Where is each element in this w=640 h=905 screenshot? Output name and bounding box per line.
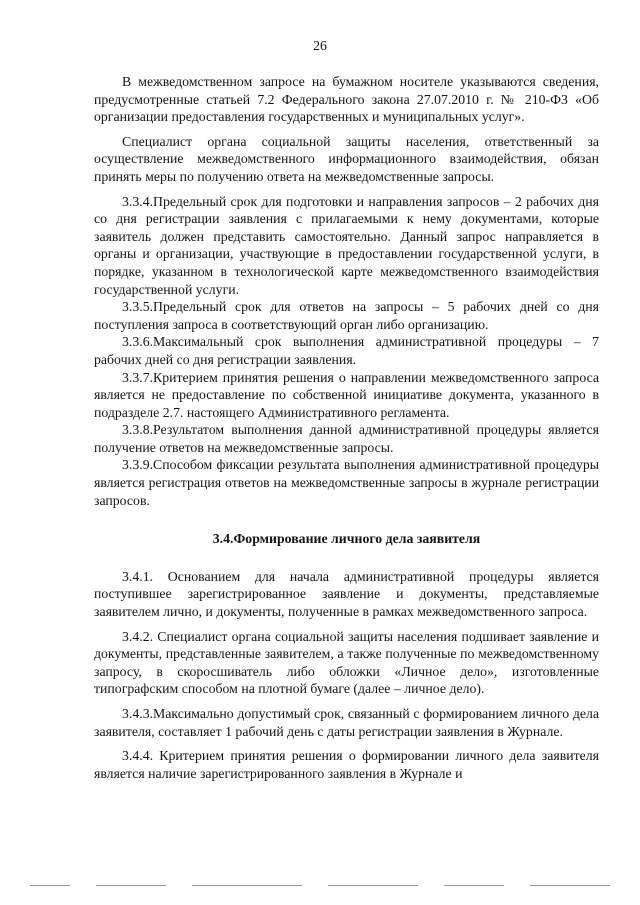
- body-text: [94, 73, 599, 782]
- footer-scan-rule: [30, 885, 610, 887]
- footer-rule-segment: [96, 885, 166, 886]
- paragraph-3-4-3: 3.4.3.Максимально допустимый срок, связанный с формированием личного дела заявителя, составляет 1 рабочий день с даты регистрации заявления в Журнале.: [94, 706, 599, 739]
- paragraph-specialist-duty: Специалист органа социальной защиты населения, ответственный за осуществление межведомственного информационного взаимодействия, обязан принять меры по получению ответа на межведомственные запросы.: [94, 133, 599, 184]
- footer-rule-segment: [444, 885, 504, 886]
- paragraph-3-3-5: 3.3.5.Предельный срок для ответов на запросы – 5 рабочих дней со дня поступления запроса в соответствующий орган либо организацию.: [94, 299, 599, 332]
- footer-rule-segment: [328, 885, 418, 886]
- section-title-3-4: 3.4.Формирование личного дела заявителя: [212, 531, 481, 547]
- paragraph-3-3-7: 3.3.7.Критерием принятия решения о направлении межведомственного запроса является не предоставление по собственной инициативе документа, указанного в подразделе 2.7. настоящего Административного регламента.: [94, 369, 599, 420]
- paragraph-3-4-4: 3.4.4. Критерием принятия решения о формировании личного дела заявителя является наличие зарегистрированного заявления в Журнале и: [94, 748, 599, 781]
- paragraph-3-3-9: 3.3.9.Способом фиксации результата выполнения административной процедуры является регистрация ответов на межведомственные запросы в журнале регистрации запросов.: [94, 457, 599, 508]
- paragraph-3-3-6: 3.3.6.Максимальный срок выполнения административной процедуры – 7 рабочих дней со дня регистрации заявления.: [94, 334, 599, 367]
- page-number: 26: [313, 38, 327, 53]
- footer-rule-segment: [530, 885, 610, 886]
- paragraph-3-3-4: 3.3.4.Предельный срок для подготовки и направления запросов – 2 рабочих дня со дня регистрации заявления с прилагаемыми к нему документами, которые заявитель должен представить самостоятельно. Данный запрос направляется в органы и организации, участвующие в предоставлении государственной услуги, в порядке, указанном в технологической карте межведомственного взаимодействия государственной услуги.: [94, 193, 599, 297]
- footer-rule-segment: [192, 885, 302, 886]
- paragraph-3-4-2: 3.4.2. Специалист органа социальной защиты населения подшивает заявление и документы, представленные заявителем, а также полученные по межведомственному запросу, в скоросшиватель либо обложки «Личное дело», изготовленные типографским способом на плотной бумаге (далее – личное дело).: [94, 628, 599, 697]
- paragraph-3-4-1: 3.4.1. Основанием для начала административной процедуры является поступившее зарегистрированное заявление и документы, представляемые заявителем лично, и документы, полученные в рамках межведомственного запроса.: [94, 568, 599, 620]
- paragraph-3-3-8: 3.3.8.Результатом выполнения данной административной процедуры является получение ответов на межведомственные запросы.: [94, 422, 599, 455]
- footer-rule-segment: [30, 885, 70, 886]
- paragraph-interdepartmental-request-contents: В межведомственном запросе на бумажном носителе указываются сведения, предусмотренные статьей 7.2 Федерального закона 27.07.2010 г. № 210-ФЗ «Об организации предоставления государственных и муниципальных услуг».: [94, 74, 599, 125]
